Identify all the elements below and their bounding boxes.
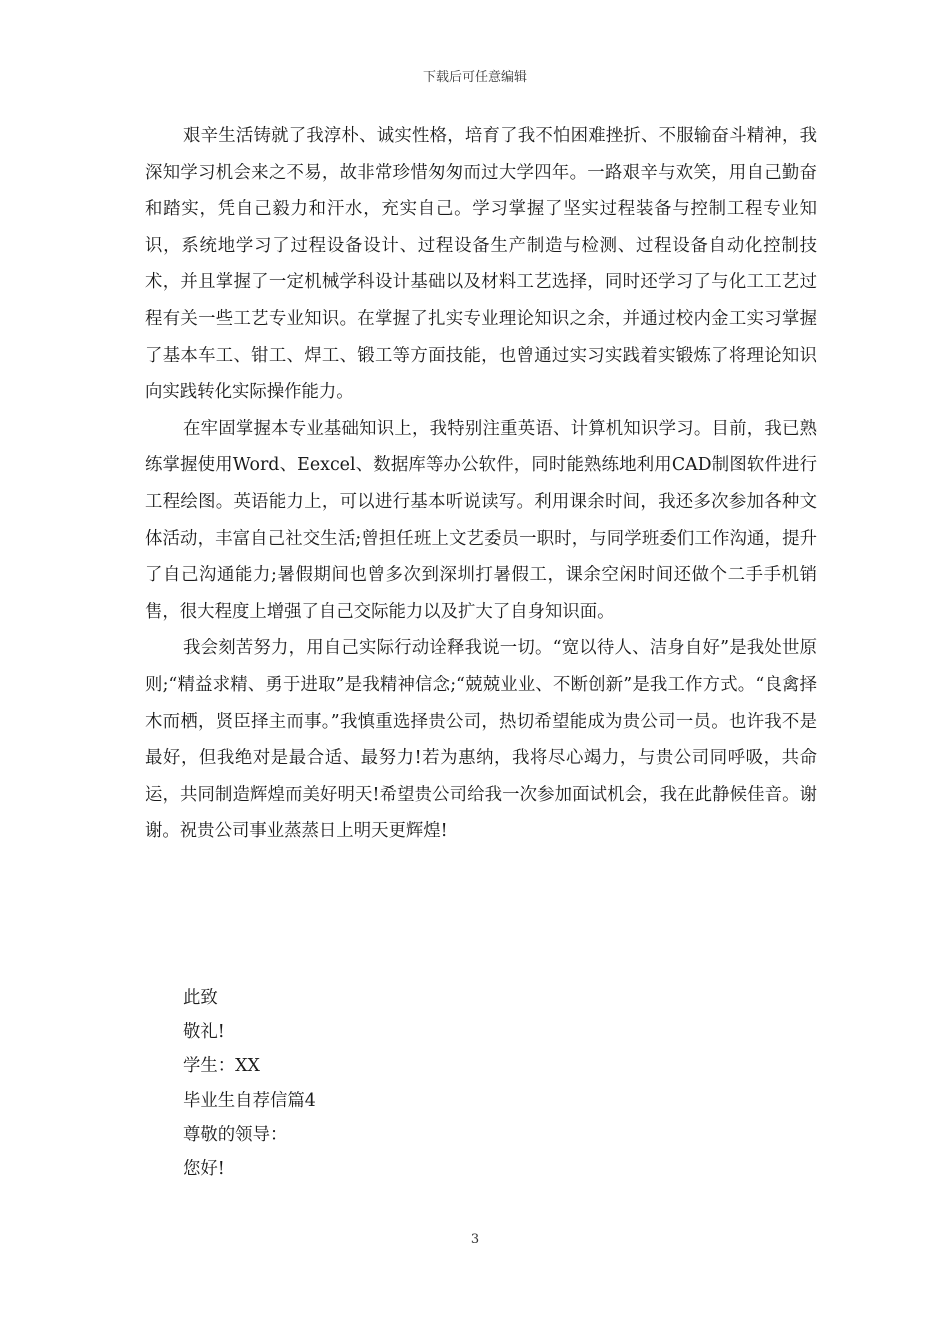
closing-regards: 敬礼! <box>183 1022 225 1043</box>
paragraph-3: 我会刻苦努力，用自己实际行动诠释我说一切。“宽以待人、洁身自好”是我处世原则;“精益求精、勇于进取”是我精神信念;“兢兢业业、不断创新”是我工作方式。“良禽择木而栖，贤臣择主而事。”我慎重选择贵公司，热切希望能成为贵公司一员。也许我不是最好，但我绝对是最合适、最努力!若为惠纳，我将尽心竭力，与贵公司同呼吸，共命运，共同制造辉煌而美好明天!希望贵公司给我一次参加面试机会，我在此静候佳音。谢谢。祝贵公司事业蒸蒸日上明天更辉煌! <box>145 638 817 842</box>
page-number: 3 <box>470 1232 480 1247</box>
page-header: 下载后可任意编辑 <box>422 70 527 85</box>
closing-lines <box>183 981 803 1186</box>
closing-salutation: 此致 <box>183 988 218 1008</box>
paragraph-2: 在牢固掌握本专业基础知识上，我特别注重英语、计算机知识学习。目前，我已熟练掌握使用Word、Eexcel、数据库等办公软件，同时能熟练地利用CAD制图软件进行工程绘图。英语能力上，可以进行基本听说读写。利用课余时间，我还多次参加各种文体活动，丰富自己社交生活;曾担任班上文艺委员一职时，与同学班委们工作沟通，提升了自己沟通能力;暑假期间也曾多次到深圳打暑假工，课余空闲时间还做个二手手机销售，很大程度上增强了自己交际能力以及扩大了自身知识面。 <box>145 418 817 622</box>
paragraph-1: 艰辛生活铸就了我淳朴、诚实性格，培育了我不怕困难挫折、不服输奋斗精神，我深知学习机会来之不易，故非常珍惜匆匆而过大学四年。一路艰辛与欢笑，用自己勤奋和踏实，凭自己毅力和汗水，充实自己。学习掌握了坚实过程装备与控制工程专业知识，系统地学习了过程设备设计、过程设备生产制造与检测、过程设备自动化控制技术，并且掌握了一定机械学科设计基础以及材料工艺选择，同时还学习了与化工工艺过程有关一些工艺专业知识。在掌握了扎实专业理论知识之余，并通过校内金工实习掌握了基本车工、钳工、焊工、锻工等方面技能，也曾通过实习实践着实锻炼了将理论知识向实践转化实际操作能力。 <box>145 126 817 403</box>
greeting-hello: 您好! <box>183 1159 225 1180</box>
letter-body <box>145 118 817 850</box>
section-title: 毕业生自荐信篇4 <box>183 1090 316 1111</box>
signature-line: 学生：XX <box>183 1056 260 1077</box>
greeting-addressee: 尊敬的领导： <box>183 1124 288 1145</box>
